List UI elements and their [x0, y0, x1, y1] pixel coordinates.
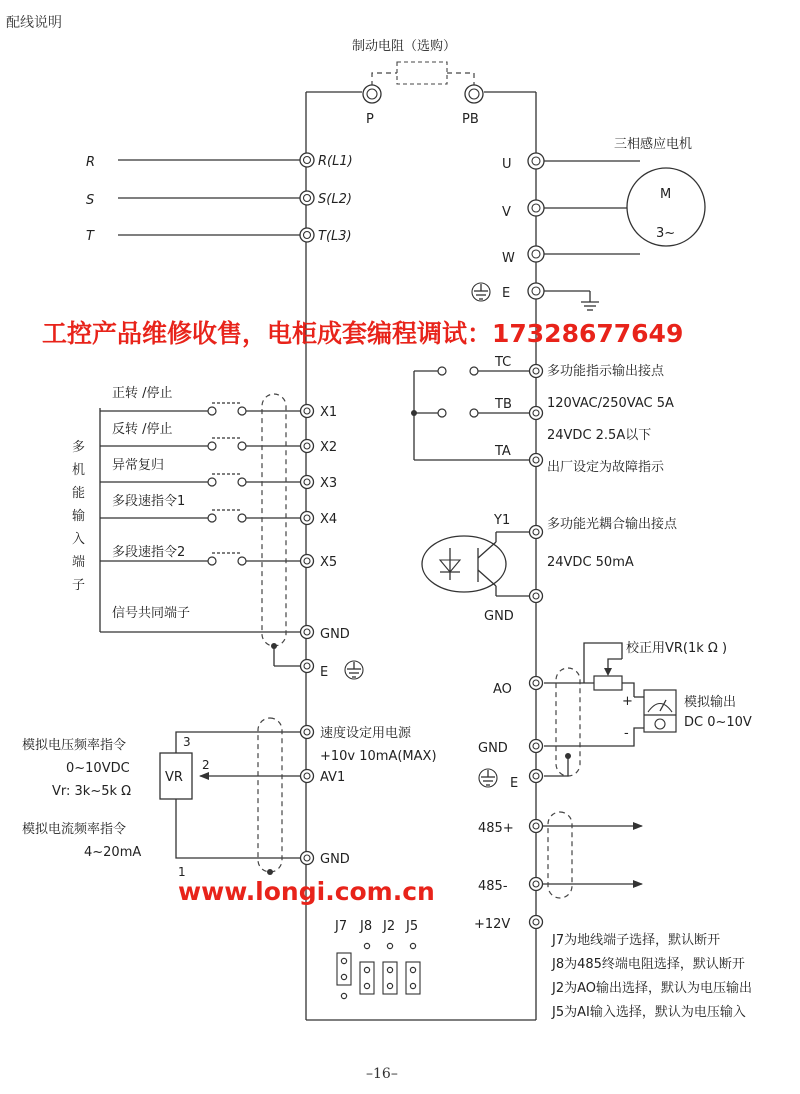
svg-text:输: 输 [72, 509, 86, 524]
jumper-note-j2: J2为AO输出选择，默认为电压输出 [552, 981, 753, 996]
switch-x4 [100, 510, 300, 522]
opto-desc-2: 24VDC 50mA [547, 555, 634, 570]
switch-x2 [100, 438, 300, 450]
ground-icon [345, 661, 363, 679]
rs485-section [474, 812, 642, 932]
terminal-e-digital: E [320, 665, 329, 680]
current-cmd-label: 模拟电流频率指令 [22, 822, 127, 837]
motor-section [472, 136, 705, 310]
meter-plus: + [622, 694, 633, 709]
relay-tc-label: TC [495, 355, 512, 370]
svg-text:多: 多 [72, 440, 86, 455]
relay-desc-1: 多功能指示输出接点 [547, 364, 665, 379]
jumper-j7-label: J7 [335, 919, 348, 934]
vr-pin-2: 2 [202, 758, 210, 772]
opto-desc-1: 多功能光耦合输出接点 [547, 517, 678, 532]
jumper-block [334, 919, 752, 1020]
svg-text:能: 能 [72, 486, 86, 501]
voltage-range-label: 0~10VDC [66, 761, 130, 776]
analog-inputs [22, 718, 437, 879]
terminal-gnd-analog: GND [320, 852, 350, 867]
relay-desc-4: 出厂设定为故障指示 [547, 460, 665, 475]
terminal-t-l3: T(L3) [318, 229, 352, 244]
header-title: 配线说明 [6, 15, 62, 31]
terminal-gnd-ao: GND [478, 741, 508, 756]
terminal-485-minus: 485- [478, 879, 508, 894]
motor-phase-label: 3~ [656, 226, 676, 241]
input-x1-function: 正转 /停止 [112, 386, 173, 401]
meter-range: DC 0~10V [684, 715, 752, 730]
meter-title: 模拟输出 [684, 695, 737, 710]
digital-inputs [72, 386, 363, 680]
terminal-x3: X3 [320, 476, 338, 491]
watermark-url: www.longi.com.cn [178, 877, 435, 906]
relay-ta-label: TA [495, 444, 511, 459]
terminal-ao: AO [493, 682, 512, 697]
svg-text:端: 端 [72, 555, 86, 570]
p-terminal-label: P [366, 112, 374, 127]
motor-u-label: U [502, 157, 512, 172]
calib-resistor [594, 676, 622, 690]
svg-text:入: 入 [72, 532, 86, 547]
jumper-note-j5: J5为AI输入选择，默认为电压输入 [552, 1005, 746, 1020]
switch-x1 [100, 403, 300, 415]
calib-vr-label: 校正用VR(1k Ω ) [626, 641, 728, 656]
motor-e-label: E [502, 286, 511, 301]
motor-symbol-label: M [660, 187, 672, 202]
terminal-12v: +12V [474, 917, 511, 932]
power-input [86, 153, 353, 244]
jumper-j8-label: J8 [360, 919, 373, 934]
relay-tb-label: TB [495, 397, 512, 412]
common-terminal-label: 信号共同端子 [112, 606, 191, 621]
voltage-cmd-label: 模拟电压频率指令 [22, 738, 127, 753]
opto-y1-label: Y1 [494, 513, 511, 528]
supply-label: 速度设定用电源 [320, 726, 412, 741]
svg-text:子: 子 [72, 578, 86, 593]
line-t-label: T [86, 229, 94, 244]
jumper-j5 [406, 943, 420, 994]
ground-icon [472, 283, 490, 301]
vr-pin-3: 3 [183, 735, 191, 749]
brake-resistor-label: 制动电阻（选购） [352, 39, 457, 54]
motor-w-label: W [502, 251, 515, 266]
relay-output [411, 355, 674, 475]
brake-resistor [352, 38, 483, 127]
motor-v-label: V [502, 205, 511, 220]
jumper-j2-label: J2 [383, 919, 396, 934]
current-range-label: 4~20mA [84, 845, 142, 860]
pb-terminal-label: PB [462, 112, 479, 127]
jumper-note-j8: J8为485终端电阻选择，默认断开 [552, 957, 745, 972]
input-group-label [72, 440, 85, 593]
jumper-j2 [383, 943, 397, 994]
ground-icon [479, 769, 497, 787]
terminal-x1: X1 [320, 405, 338, 420]
svg-text:机: 机 [72, 463, 86, 478]
jumper-note-j7: J7为地线端子选择，默认断开 [552, 933, 721, 948]
terminal-x5: X5 [320, 555, 338, 570]
terminal-s-l2: S(L2) [318, 192, 352, 207]
input-x4-function: 多段速指令1 [112, 494, 186, 509]
terminal-gnd-digital: GND [320, 627, 350, 642]
jumper-j7 [337, 953, 351, 999]
analog-output [478, 640, 752, 791]
terminal-av1: AV1 [320, 770, 346, 785]
meter-minus: - [624, 726, 629, 741]
line-s-label: S [86, 193, 95, 208]
page-number: –16– [366, 1066, 398, 1082]
supply-spec: +10v 10mA(MAX) [320, 749, 437, 764]
terminal-r-l1: R(L1) [318, 154, 353, 169]
vr-range-label: Vr: 3k~5k Ω [52, 784, 132, 799]
jumper-j8 [360, 943, 374, 994]
terminal-e-ao: E [510, 776, 519, 791]
relay-desc-3: 24VDC 2.5A以下 [547, 428, 652, 443]
switch-x3 [100, 474, 300, 486]
input-x3-function: 异常复归 [112, 458, 165, 473]
input-x2-function: 反转 /停止 [112, 422, 173, 437]
input-x5-function: 多段速指令2 [112, 545, 186, 560]
vr-label: VR [165, 770, 183, 785]
terminal-x2: X2 [320, 440, 338, 455]
terminal-485-plus: 485+ [478, 821, 514, 836]
relay-desc-2: 120VAC/250VAC 5A [547, 396, 674, 411]
watermark-banner: 工控产品维修收售，电柜成套编程调试：17328677649 [42, 319, 684, 348]
motor-title: 三相感应电机 [614, 137, 693, 152]
jumper-j5-label: J5 [406, 919, 419, 934]
opto-gnd-label: GND [484, 609, 514, 624]
optocoupler-output [422, 513, 678, 624]
line-r-label: R [86, 155, 96, 170]
terminal-x4: X4 [320, 512, 338, 527]
vr-pin-1: 1 [178, 865, 186, 879]
